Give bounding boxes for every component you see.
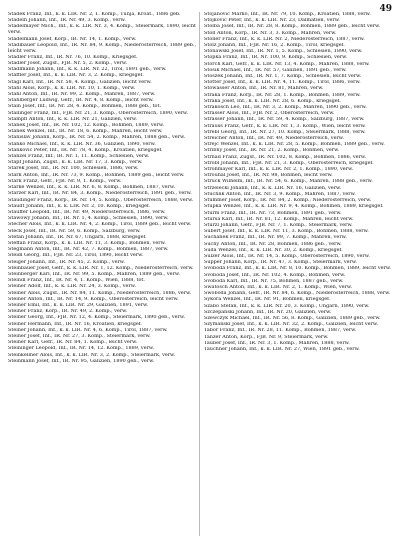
list-entry [204, 248, 392, 254]
list-entry [8, 284, 196, 290]
entry-text: Struck Wilhelm, Inf., IR. Nr. 54, 6. Komp., Mähren, 1888 geb., verw. [204, 179, 373, 185]
entry-text: Stapf Johann, Zugsf., k. k. LIR. Nr. 17, 3. Komp., verw. [8, 160, 143, 166]
entry-text: Szabo Stefan, Inf., k. k. LIR. Nr. 20, 3. Komp., Ungarn, 1890, verw. [204, 303, 370, 309]
entry-text: Tabor Franz, Inf., IR. Nr. 28, 11. Komp., Böhmen, 1887, verw. [204, 328, 357, 334]
list-entry [204, 341, 392, 347]
entry-text: Svoboda Franz, Inf., k. k. LIR. Nr. 8, 10. Komp., Böhmen, 1889, leicht verw. [204, 266, 391, 272]
list-entry [8, 67, 196, 73]
list-entry [8, 315, 196, 321]
list-entry [204, 316, 392, 322]
entry-text: Steinkellner Alois, Inf., k. k. LIR. Nr. 3, 2. Komp., Steiermark, verw. [8, 352, 176, 358]
list-entry [8, 291, 196, 297]
entry-text: Staudt Johann, Inf., k. k. LIR. Nr. 2, 10. Komp., kriegsgef. [8, 203, 151, 209]
entry-text: Szymanski Josef, Inf., k. k. LIR. Nr. 32, 2. Komp., Galizien, leicht verw. [204, 322, 379, 328]
list-entry [204, 335, 392, 341]
list-entry [204, 179, 392, 185]
list-entry [204, 55, 392, 61]
list-entry [8, 43, 196, 55]
entry-text: Strobl Johann, Inf., FJB. Nr. 21, 3. Komp., Oberösterreich, kriegsgef. [204, 160, 374, 166]
entry-text: Stagl Karl, Inf., IR. Nr. 58, 4. Komp., Galizien, leicht verw. [8, 79, 152, 85]
entry-text: Staudinger Franz, Korp., IR. Nr. 14, 5. Komp., Oberösterreich, 1888, verw. [8, 197, 194, 203]
entry-text: Swatosch Anton, Inf., k. k. LIR. Nr. 2, 1. Komp., Wien, verw. [204, 284, 353, 290]
list-entry [8, 297, 196, 303]
entry-text: Steindl Franz, Inf., IR. Nr. 4, 1. Komp., Wien, 1888, tot. [8, 278, 145, 284]
list-entry [204, 99, 392, 105]
entry-text: Stadlmann Johann, Inf., k. k. LIR. Nr. 22, Tirol, 1891 geb., verw. [8, 67, 167, 73]
list-entry [204, 273, 392, 279]
list-entry [204, 105, 392, 111]
list-entry [8, 334, 196, 340]
list-entry [204, 235, 392, 241]
entry-text: Steck Josef, Inf., IR. Nr. 59, 6. Komp., Salzburg, verw. [8, 228, 141, 234]
entry-text: Stawowy Johann, Inf., IR. Nr. 1, 4. Komp., Schlesien, 1890, verw. [8, 216, 169, 222]
entry-text: Stanzel Franz, Inf., IR. Nr. 1, 11. Komp., Schlesien, verw. [8, 154, 150, 160]
list-entry [204, 322, 392, 328]
list-entry [204, 86, 392, 92]
list-entry [8, 61, 196, 67]
list-entry [8, 73, 196, 79]
list-entry [8, 235, 196, 241]
list-entry [204, 186, 392, 192]
list-entry [204, 310, 392, 316]
entry-text: Stoszek Johann, Inf., IR. Nr. 1, 7. Komp., Schlesien, leicht verw. [204, 74, 362, 80]
list-entry [8, 173, 196, 179]
list-entry [204, 173, 392, 179]
list-entry [204, 62, 392, 68]
list-entry [204, 18, 392, 24]
entry-text: Stankovic Peter, Inf., IR. Nr. 78, 4. Komp., Kroatien, kriegsgef. [8, 147, 163, 153]
entry-text: Stolz Johann, Inf., FJB. Nr. 16, 2. Komp., Tirol, kriegsgef. [204, 43, 345, 49]
entry-text: Suda Wenzel, Inf., k. k. LIR. Nr. 30, 2. Komp., kriegsgef. [204, 247, 343, 253]
entry-text: Steiner Emil, Inf., k. k. LIR. Nr. 29, Galizien, 1891, verw. [8, 302, 149, 308]
entry-text: Stanko Michael, Inf., k. k. LIR. Nr. 36, Galizien, 1890, verw. [8, 141, 156, 147]
list-entry [8, 210, 196, 216]
list-entry [204, 192, 392, 198]
list-entry [8, 266, 196, 272]
list-entry [204, 148, 392, 154]
list-entry [8, 129, 196, 135]
entry-text: Sturm Franz, Inf., IR. Nr. 73, Böhmen, 1891 geb., verw. [204, 210, 342, 216]
list-entry [8, 80, 196, 86]
list-entry [204, 217, 392, 223]
list-entry [204, 161, 392, 167]
list-entry [204, 285, 392, 291]
list-entry [204, 304, 392, 310]
list-entry [8, 272, 196, 278]
list-entry [204, 297, 392, 303]
entry-text: Starzer Karl, Inf., IR. Nr. 84, 3. Komp., Niederösterreich, 1891 geb., verw. [8, 191, 192, 197]
entry-text: Swoboda Johann, Gefr., IR. Nr. 84, 6. Komp., Niederösterreich, 1888, verw. [204, 291, 391, 297]
list-entry [204, 74, 392, 80]
list-entry [8, 86, 196, 92]
list-entry [204, 43, 392, 49]
list-entry [8, 98, 196, 104]
entry-text: Steiner Adolf, Inf., k. k. LIR. Nr. 24, 3. Komp., verw. [8, 284, 136, 290]
list-entry [8, 241, 196, 247]
entry-text: Stursa Karl, Inf., IR. Nr. 81, 12. Komp., Mähren, leicht verw. [204, 216, 354, 222]
entry-text: Steininger Leopold, Inf., IR. Nr. 14, 12. Komp., 1889, verw. [8, 346, 155, 352]
list-entry [204, 347, 392, 353]
entry-text: Stauffer Leopold, Inf., IR. Nr. 49, Niederösterreich, 1886, verw. [8, 209, 166, 215]
list-entry [204, 93, 392, 99]
entry-text: Stosik Michael, Inf., IR. Nr. 57, Galizien, 1891 geb., verw. [204, 67, 347, 73]
list-entry [204, 242, 392, 248]
entry-text: Stadelh Johann, Inf., IR. Nr. 49, 3. Komp., verw. [8, 18, 126, 24]
list-entry [204, 167, 392, 173]
list-entry [8, 340, 196, 346]
list-entry [204, 279, 392, 285]
list-entry [204, 223, 392, 229]
entry-text: Stadler Franz, Inf., IR. Nr. 76, 10. Komp., Kriegsgef. [8, 54, 138, 60]
list-entry [204, 49, 392, 55]
entry-text: Steiner Hermann, Inf., IR. Nr. 16, Kroatien, kriegsgef. [8, 321, 142, 327]
entry-text: Sulzer Alois, Inf., IR. Nr. 14, 5. Komp., Oberösterreich, 1890, verw. [204, 253, 370, 259]
entry-text: Stegmann Anton, Inf., IR. Nr. 42, 7. Komp., Böhmen, 1887, verw. [8, 247, 169, 253]
entry-text: Svoboda Josef, Inf., IR. Nr. 102, 4. Komp., Böhmen, verw. [204, 272, 346, 278]
list-entry [8, 204, 196, 210]
list-entry [8, 12, 196, 18]
entry-text: Steiner Alois, Zugsf., IR. Nr. 84, 11. Komp., Niederösterreich, 1886, verw. [8, 290, 192, 296]
list-entry [8, 359, 196, 365]
entry-text: Strasser Johann, Inf., IR. Nr. 59, 4. Komp., Salzburg, 1887, verw. [204, 117, 365, 123]
entry-text: Strzelecki Johann, Inf., k. k. LIR. Nr. 16, Galizien, verw. [204, 185, 342, 191]
entry-text: Steffan Franz, Korp., k. k. LIR. Nr. 11, 3. Komp., Böhmen, verw. [8, 240, 166, 246]
entry-text: Stotter Josef, Inf., k. k. LIR. Nr. 4, 11. Komp., Tirol, 1886, verw. [204, 80, 361, 86]
entry-text: Szczepanski Johann, Inf., IR. Nr. 20, Galizien, verw. [204, 309, 332, 315]
list-entry [204, 229, 392, 235]
entry-text: Stain Josef, Inf., IR. Nr. 28, 4. Komp., Böhmen, 1888 geb., tot. [8, 104, 162, 110]
list-entry [204, 80, 392, 86]
entry-text: Stanislav Johann, Korp., IR. Nr. 54, 2. Komp., Mähren, 1888 geb., verw. [8, 135, 186, 141]
entry-text: Strakosch Leo, Inf., IR. Nr. 3, 2. Komp., Mähren, 1890 geb., verw. [204, 105, 367, 111]
list-entry [204, 211, 392, 217]
list-entry [204, 130, 392, 136]
list-entry [8, 322, 196, 328]
list-entry [8, 104, 196, 110]
entry-text: Stupka Wenzel, Inf., k. k. LIR. Nr. 9, 4. Komp., Böhmen, 1889, kriegsgef. [204, 204, 384, 210]
list-entry [204, 266, 392, 272]
list-entry [8, 185, 196, 191]
list-entry [8, 303, 196, 309]
list-entry [8, 111, 196, 117]
entry-text: Stadek Franz, Inf., k. k. LIR. Nr. 2, 1. Komp., Tunja, Kroat., 1886 geb. [8, 12, 181, 17]
entry-text: Straka Josef, Inf., k. k. LIR. Nr. 28, 6. Komp., kriegsgef. [204, 98, 341, 104]
entry-text: Svoboda Karl, Inf., IR. Nr. 75, Böhmen, 1887 geb., verw. [204, 278, 344, 284]
entry-text: Streicher Anton, Inf., IR. Nr. 49, Niederösterreich, verw. [204, 136, 344, 142]
entry-text: Steiner Anton, Inf., IR. Nr. 14, 9. Komp., Oberösterreich, leicht verw. [8, 296, 179, 302]
entry-text: Strouhal Josef, Inf., IR. Nr. 98, Böhmen, leicht verw. [204, 173, 333, 179]
entry-text: Stojkovic Peter, Inf., k. k. LIR. Nr. 23, Dalmatien, verw. [204, 18, 340, 24]
list-entry [8, 328, 196, 334]
list-entry [204, 31, 392, 37]
entry-text: Steinbauer Josef, Gefr., k. k. LIR. Nr. 1, 12. Komp., Niederösterreich, verw. [8, 265, 194, 271]
list-entry [8, 24, 196, 36]
list-entry [204, 136, 392, 142]
entry-text: Stonawski Josef, Inf., IR. Nr. 1, 5. Komp., Schlesien, 1890, verw. [204, 49, 363, 55]
entry-text: Stark Franz, Gefr., FJB. Nr. 9, 1. Komp., verw. [8, 178, 122, 184]
entry-text: Stark Anton, Inf., IR. Nr. 73, 9. Komp., Böhmen, 1889 geb., leicht verw. [8, 172, 185, 178]
entry-text: Storch Karl, Gefr., k. k. LIR. Nr. 13, 4. Komp., Mähren, 1888, verw. [204, 61, 370, 67]
entry-text: Steidl Georg, Inf., FJB. Nr. 23, Tirol, 1890, leicht verw. [8, 253, 144, 259]
entry-text: Stadelmann Josef, Korp., IR. Nr. 14, 1. Komp., verw. [8, 36, 137, 42]
entry-text: Stürzl Johann, Gefr., FJB. Nr. 7, 1. Komp., Steiermark, verw. [204, 222, 353, 228]
list-entry [8, 353, 196, 359]
entry-text: Starke Wenzel, Inf., k. k. LIR. Nr. 6, 8. Komp., Böhmen, 1887, verw. [8, 185, 176, 191]
entry-text: Suchy Anton, Inf., IR. Nr. 28, Böhmen, 1886 geb., verw. [204, 241, 342, 247]
entry-text: Tauber Josef, Inf., IR. Nr. 3, 1. Komp., Mähren, 1888, verw. [204, 340, 350, 346]
list-entry [8, 166, 196, 172]
entry-text: Steiger Johann, Inf., IR. Nr. 45, 2. Komp., verw. [8, 259, 125, 265]
list-entry [204, 204, 392, 210]
entry-text: Stampfl Anton, Inf., k. k. LIR. Nr. 21, Galizien, verw. [8, 116, 138, 122]
entry-text: Stanek Wenzel, Inf., IR. Nr. 18, 6. Komp., Mähren, leicht verw. [8, 129, 163, 135]
list-entry [8, 123, 196, 129]
list-entry [204, 124, 392, 130]
entry-text: Stojanovic Marko, Inf., IR. Nr. 79, 10. Komp., Kroatien, 1888, verw. [204, 12, 371, 17]
list-entry [204, 117, 392, 123]
entry-text: Stowasser Anton, Inf., IR. Nr. 81, Mähren, verw. [204, 86, 324, 92]
list-entry [8, 346, 196, 352]
entry-text: Strejc Wenzel, Inf., k. k. LIR. Nr. 28, 5. Komp., Böhmen, 1889 geb., verw. [204, 142, 385, 148]
list-entry [204, 291, 392, 297]
entry-text: Stoller Franz, Inf., k. k. LIR. Nr. 2, Niederösterreich, 1887, verw. [204, 36, 365, 42]
list-entry [8, 191, 196, 197]
list-entry [8, 154, 196, 160]
list-entry [204, 254, 392, 260]
list-entry [8, 148, 196, 154]
entry-text: Szewczyk Michael, Inf., IR. Nr. 56, 8. Komp., Galizien, 1889 geb., verw. [204, 315, 381, 321]
entry-text: Starek Josef, Inf., IR. Nr. 100, Schlesien, 1886, verw. [8, 166, 139, 172]
list-entry [8, 55, 196, 61]
entry-text: Stahlberger Ludwig, Gefr., IR. Nr. 4, 8. Komp., leicht verw. [8, 98, 154, 104]
list-entry [204, 198, 392, 204]
entry-text: Tauchner Johann, Inf., k. k. LIR. Nr. 27, Wien, 1891 geb., verw. [204, 346, 360, 352]
entry-text: Subert Josef, Inf., k. k. LIR. Nr. 11, 3. Komp., Böhmen, 1888, verw. [204, 229, 369, 235]
list-entry [8, 92, 196, 98]
entry-text: Tanzer Anton, Korp., FJB. Nr. 9, Steiermark, verw. [204, 334, 329, 340]
list-entry [8, 18, 196, 24]
list-entry [204, 37, 392, 43]
entry-text: Stadelmayer Mich., Inf., k. k. LIR. Nr. 3, 4. Komp., Steiermark, 1890, leicht verw. [8, 24, 196, 36]
list-entry [204, 24, 392, 30]
entry-text: Stopka Franz, Inf., IR. Nr. 100, 9. Komp., Schlesien, verw. [204, 55, 348, 61]
entry-text: Strnad Franz, Zugsf., IR. Nr. 102, 8. Komp., Böhmen, 1886, verw. [204, 154, 367, 160]
left-column [8, 12, 196, 365]
entry-text: Steiner Karl, Gefr., IR. Nr. 84, 1. Komp., leicht verw. [8, 340, 138, 346]
list-entry [8, 229, 196, 235]
list-entry [204, 260, 392, 266]
entry-text: Strohmayer Karl, Inf., k. k. LIR. Nr. 2, 1. Komp., 1890, verw. [204, 167, 354, 173]
right-column [204, 12, 392, 353]
entry-text: Steiner Josef, Inf., IR. Nr. 27, 3. Komp., Steiermark, verw. [8, 333, 151, 339]
entry-text: Suchanek Franz, Inf., IR. Nr. 99, 7. Komp., Mähren, verw. [204, 235, 347, 241]
column-divider [199, 12, 200, 536]
entry-text: Sykora Wenzel, Inf., IR. Nr. 91, Böhmen, kriegsgef. [204, 297, 331, 303]
list-entry [8, 216, 196, 222]
entry-text: Stecher Alois, Inf., k. k. LIR. Nr. 4, 2. Komp., Tirol, 1889 geb., leicht verw. [8, 222, 192, 228]
entry-text: Stahl Anton, Inf., IR. Nr. 99, 2. Komp., Mähren, 1887, verw. [8, 92, 156, 98]
list-entry [8, 160, 196, 166]
entry-text: Staffler Josef, Inf., k. k. LIR. Nr. 3, 2. Komp., kriegsgef. [8, 73, 144, 79]
entry-text: Stribny Josef, Inf., IR. Nr. 21, 2. Komp., Böhmen, verw. [204, 148, 340, 154]
list-entry [8, 135, 196, 141]
entry-text: Stummer Josef, Korp., IR. Nr. 84, 2. Komp., Niederösterreich, verw. [204, 198, 372, 204]
entry-text: Steinmann Josef, Inf., IR. Nr. 95, Galizien, 1890 geb., verw. [8, 358, 155, 364]
entry-text: Steiner Johann, Inf., k. k. LIR. Nr. 4, 6. Komp., Tirol, 1887, verw. [8, 327, 168, 333]
list-entry [8, 198, 196, 204]
list-entry [8, 278, 196, 284]
entry-text: Strasser Alois, Inf., FJB. Nr. 2, Oberösterreich, verw. [204, 111, 335, 117]
entry-text: Steinberger Karl, Inf., IR. Nr. 99, 5. Komp., Mähren, 1889 geb., verw. [8, 271, 181, 277]
list-entry [204, 155, 392, 161]
entry-text: Stoll Anton, Korp., IR. Nr. 3, 3. Komp., Mähren, verw. [204, 30, 337, 36]
list-entry [8, 37, 196, 43]
list-entry [204, 111, 392, 117]
list-entry [8, 117, 196, 123]
list-entry [8, 253, 196, 259]
list-entry [8, 179, 196, 185]
entry-text: Strauss Franz, Gefr., k. k. LIR. Nr. 1, 3. Komp., Wien, leicht verw. [204, 123, 366, 129]
entry-text: Stefan Johann, Inf., IR. Nr. 67, Ungarn, 1888, kriegsgef. [8, 234, 147, 240]
list-entry [204, 142, 392, 148]
entry-text: Stallinger Franz, Inf., FJB. Nr. 21, 3. Komp., Oberösterreich, 1890, verw. [8, 110, 189, 116]
list-entry [8, 142, 196, 148]
list-entry [204, 68, 392, 74]
list-entry [8, 222, 196, 228]
entry-text: Stahl Alois, Korp., k. k. LIR. Nr. 10, 1. Komp., verw. [8, 85, 136, 91]
entry-text: Stuchlik Anton, Inf., IR. Nr. 3, 9. Komp., Mähren, 1887, verw. [204, 191, 356, 197]
list-entry [8, 247, 196, 253]
page-number: 49 [379, 4, 392, 14]
entry-text: Straka Franz, Korp., IR. Nr. 28, 1. Komp., Böhmen, 1889, verw. [204, 92, 361, 98]
list-entry [8, 309, 196, 315]
list-entry [204, 328, 392, 334]
entry-text: Steiner Georg, Inf., FJB. Nr. 12, 4. Komp., Steiermark, 1890 geb., verw. [8, 315, 186, 321]
entry-text: Strebl Georg, Inf., IR. Nr. 27, 10. Komp., Steiermark, 1888, verw. [204, 129, 366, 135]
entry-text: Stadlbauer Leopold, Inf., IR. Nr. 84, 9. Komp., Niederösterreich, 1889 geb., leicht verw. [8, 42, 196, 54]
list-entry [8, 260, 196, 266]
entry-text: Stanek Josef, Inf., IR. Nr. 102, 12. Komp., Böhmen, 1889, verw. [8, 123, 165, 129]
list-entry [204, 12, 392, 18]
entry-text: Stadler Josef, Zugsf., FJB. Nr. 5, 2. Komp., verw. [8, 61, 127, 67]
entry-text: Supper Johann, Korp., IR. Nr. 47, 3. Komp., Steiermark, verw. [204, 260, 358, 266]
entry-text: Steiner Franz, Korp., IR. Nr. 49, 2. Komp., verw. [8, 309, 128, 315]
entry-text: Stolba Josef, Inf., IR. Nr. 28, 8. Komp., Böhmen, 1889 geb., leicht verw. [204, 24, 381, 30]
